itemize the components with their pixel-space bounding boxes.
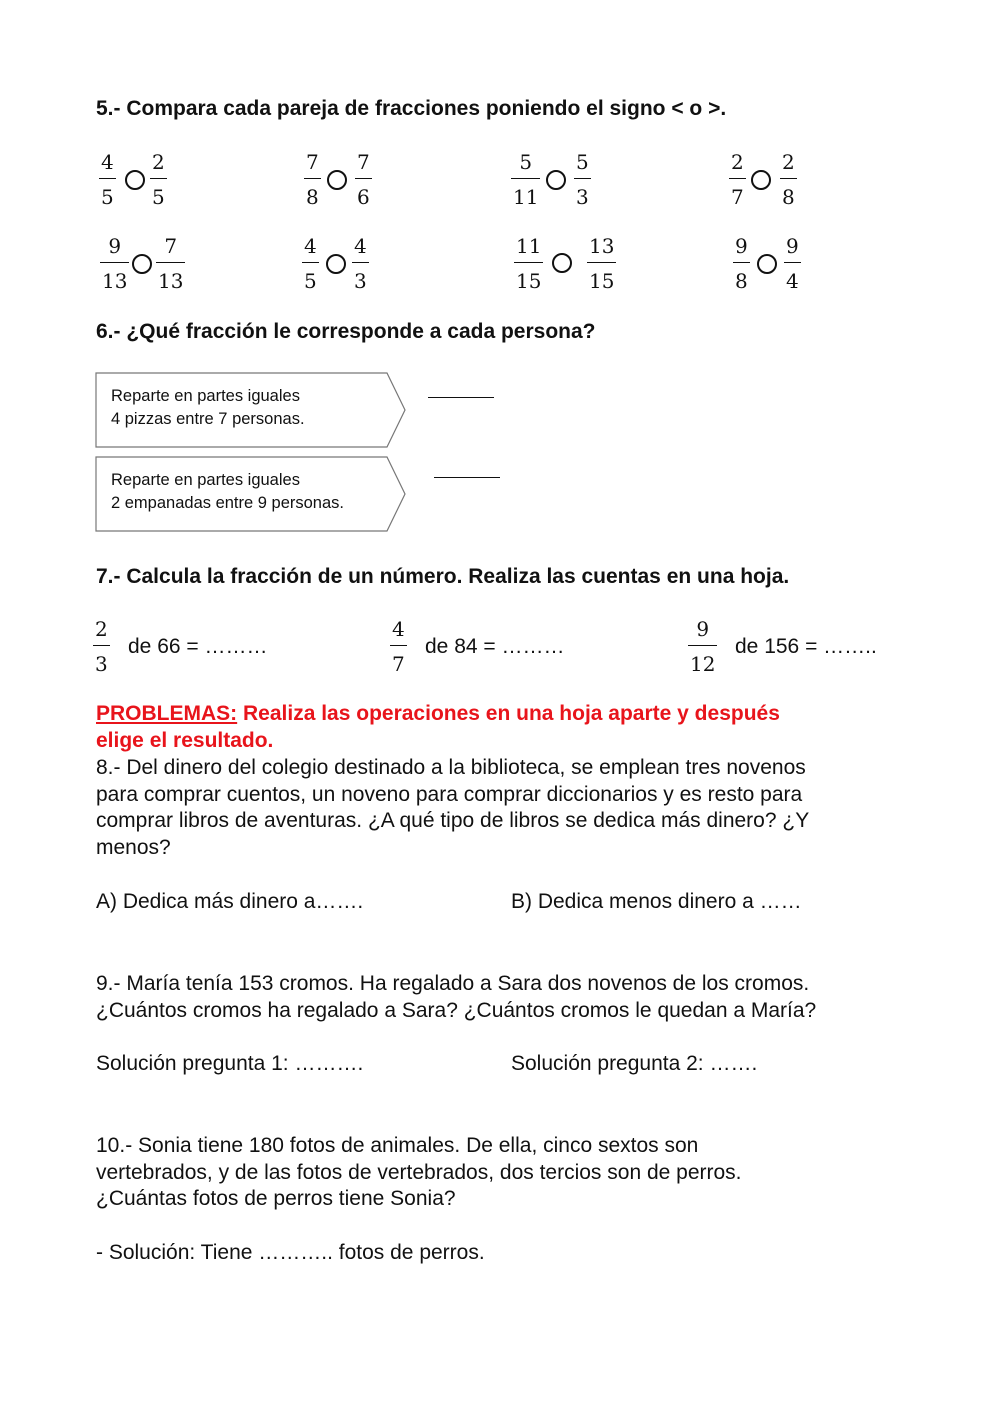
numerator: 5 bbox=[519, 150, 533, 174]
comparison-circle[interactable] bbox=[327, 170, 347, 190]
numerator: 9 bbox=[735, 234, 748, 258]
comparison-circle[interactable] bbox=[751, 170, 771, 190]
comparison-circle[interactable] bbox=[552, 253, 572, 273]
denominator: 3 bbox=[576, 185, 589, 209]
text-line: comprar libros de aventuras. ¿A qué tipo de libros se dedica más dinero? ¿Y bbox=[96, 809, 810, 832]
denominator: 13 bbox=[102, 269, 128, 293]
fraction bbox=[390, 619, 407, 674]
numerator: 7 bbox=[357, 150, 370, 174]
fraction-right bbox=[156, 236, 185, 291]
box-line: 2 empanadas entre 9 personas. bbox=[111, 494, 344, 512]
numerator: 9 bbox=[786, 234, 799, 258]
section-7-title: 7.- Calcula la fracción de un número. Realiza las cuentas en una hoja. bbox=[96, 565, 790, 588]
numerator: 9 bbox=[696, 617, 710, 641]
problems-instruction-cont: elige el resultado. bbox=[96, 728, 274, 752]
denominator: 7 bbox=[731, 185, 744, 209]
comparison-circle[interactable] bbox=[125, 170, 145, 190]
problem-9-answer-2: Solución pregunta 2: ……. bbox=[511, 1052, 758, 1075]
denominator: 5 bbox=[152, 185, 165, 209]
numerator: 11 bbox=[516, 234, 542, 258]
numerator: 2 bbox=[782, 150, 795, 174]
section-6-title: 6.- ¿Qué fracción le corresponde a cada persona? bbox=[96, 320, 596, 343]
problem-box-text bbox=[111, 385, 305, 431]
numerator: 4 bbox=[354, 234, 367, 258]
fraction-left bbox=[511, 152, 540, 207]
fraction-left bbox=[99, 152, 116, 207]
box-line: 4 pizzas entre 7 personas. bbox=[111, 410, 305, 428]
problem-8-text bbox=[96, 755, 809, 861]
denominator: 15 bbox=[516, 269, 542, 293]
fraction-right bbox=[355, 152, 372, 207]
denominator: 11 bbox=[513, 185, 539, 209]
denominator: 5 bbox=[101, 185, 114, 209]
text-line: para comprar cuentos, un noveno para comprar diccionarios y es resto para bbox=[96, 782, 803, 806]
fraction-right bbox=[780, 152, 797, 207]
answer-blank[interactable] bbox=[434, 477, 500, 478]
fraction-left bbox=[100, 236, 129, 291]
numerator: 2 bbox=[152, 150, 165, 174]
numerator: 4 bbox=[392, 617, 405, 641]
fraction-left bbox=[514, 236, 543, 291]
text-line: menos? bbox=[96, 835, 171, 859]
denominator: 13 bbox=[158, 269, 184, 293]
denominator: 6 bbox=[357, 185, 370, 209]
text-line: 10.- Sonia tiene 180 fotos de animales. De ella, cinco sextos son bbox=[96, 1134, 699, 1157]
denominator: 8 bbox=[306, 185, 319, 209]
denominator: 8 bbox=[735, 269, 748, 293]
fraction-left bbox=[729, 152, 746, 207]
denominator: 4 bbox=[786, 269, 799, 293]
box-line: Reparte en partes iguales bbox=[111, 471, 300, 489]
fraction-right bbox=[352, 236, 369, 291]
problems-label: PROBLEMAS: bbox=[96, 702, 238, 725]
fraction-right bbox=[150, 152, 167, 207]
fraction-right bbox=[784, 236, 801, 291]
comparison-circle[interactable] bbox=[757, 254, 777, 274]
numerator: 2 bbox=[95, 617, 108, 641]
numerator: 2 bbox=[731, 150, 744, 174]
numerator: 7 bbox=[306, 150, 319, 174]
problem-box bbox=[95, 372, 407, 448]
problem-9-text bbox=[96, 971, 816, 1024]
denominator: 15 bbox=[589, 269, 615, 293]
box-line: Reparte en partes iguales bbox=[111, 387, 300, 405]
problems-instruction: Realiza las operaciones en una hoja aparte y después bbox=[237, 702, 780, 725]
fraction-right bbox=[587, 236, 616, 291]
fraction bbox=[688, 619, 717, 674]
denominator: 5 bbox=[304, 269, 317, 293]
problem-10-text bbox=[96, 1133, 742, 1213]
comparison-circle[interactable] bbox=[326, 254, 346, 274]
numerator: 4 bbox=[101, 150, 114, 174]
problem-box-text bbox=[111, 469, 344, 515]
denominator: 3 bbox=[354, 269, 367, 293]
problem-8-answer-b: B) Dedica menos dinero a …… bbox=[511, 890, 802, 913]
comparison-circle[interactable] bbox=[132, 254, 152, 274]
denominator: 7 bbox=[392, 652, 405, 676]
fraction-left bbox=[733, 236, 750, 291]
fraction-right bbox=[574, 152, 591, 207]
denominator: 3 bbox=[95, 652, 108, 676]
problems-header bbox=[96, 701, 780, 754]
problem-8-answer-a: A) Dedica más dinero a……. bbox=[96, 890, 364, 913]
text-line: ¿Cuántas fotos de perros tiene Sonia? bbox=[96, 1187, 456, 1210]
text-line: ¿Cuántos cromos ha regalado a Sara? ¿Cuántos cromos le quedan a María? bbox=[96, 998, 817, 1022]
fraction-left bbox=[302, 236, 319, 291]
fraction bbox=[93, 619, 110, 674]
text-line: vertebrados, y de las fotos de vertebrados, dos tercios son de perros. bbox=[96, 1160, 742, 1184]
problem-box bbox=[95, 456, 407, 532]
text-line: 8.- Del dinero del colegio destinado a la biblioteca, se emplean tres novenos bbox=[96, 756, 806, 779]
numerator: 9 bbox=[108, 234, 122, 258]
calc-text: de 66 = ……… bbox=[128, 635, 268, 658]
denominator: 8 bbox=[782, 185, 795, 209]
denominator: 12 bbox=[690, 652, 716, 676]
problem-9-answer-1: Solución pregunta 1: ………. bbox=[96, 1052, 364, 1075]
numerator: 5 bbox=[576, 150, 589, 174]
calc-text: de 84 = ……… bbox=[425, 635, 565, 658]
answer-blank[interactable] bbox=[428, 397, 494, 398]
problem-10-answer: - Solución: Tiene ……….. fotos de perros. bbox=[96, 1241, 485, 1264]
calc-text: de 156 = …….. bbox=[735, 635, 877, 658]
numerator: 13 bbox=[589, 234, 615, 258]
numerator: 4 bbox=[304, 234, 317, 258]
text-line: 9.- María tenía 153 cromos. Ha regalado a Sara dos novenos de los cromos. bbox=[96, 972, 810, 995]
numerator: 7 bbox=[164, 234, 178, 258]
fraction-left bbox=[304, 152, 321, 207]
section-5-title: 5.- Compara cada pareja de fracciones poniendo el signo < o >. bbox=[96, 97, 727, 120]
comparison-circle[interactable] bbox=[546, 170, 566, 190]
